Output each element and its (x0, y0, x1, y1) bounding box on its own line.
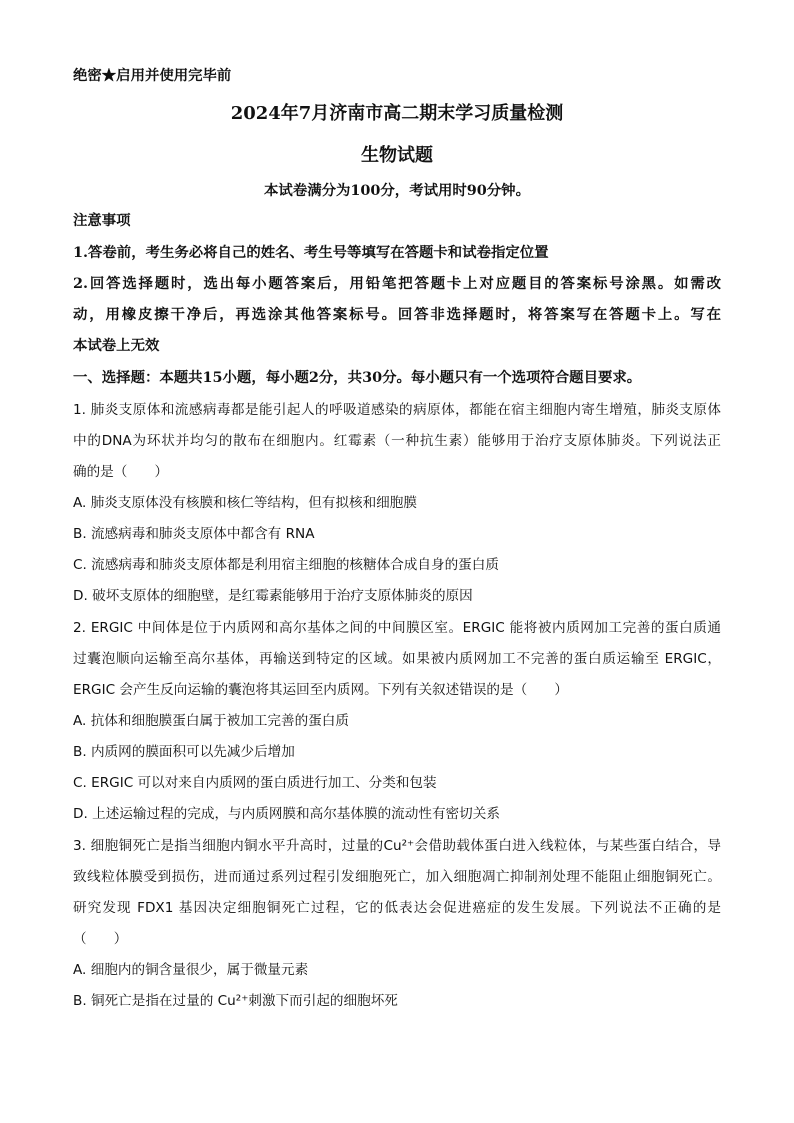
q1-option-c: C. 流感病毒和肺炎支原体都是利用宿主细胞的核糖体合成自身的蛋白质 (73, 557, 499, 573)
q3-stem-line-1: 3. 细胞铜死亡是指当细胞内铜水平升高时，过量的Cu²⁺会借助载体蛋白进入线粒体，与某些蛋白结合，导 (73, 838, 721, 854)
q1-option-d: D. 破坏支原体的细胞壁，是红霉素能够用于治疗支原体肺炎的原因 (73, 588, 473, 604)
q2-option-b: B. 内质网的膜面积可以先减少后增加 (73, 744, 295, 760)
q3-stem-line-4: （ ） (73, 931, 128, 947)
q3-option-a: A. 细胞内的铜含量很少，属于微量元素 (73, 962, 309, 978)
q2-stem-line-3: ERGIC 会产生反向运输的囊泡将其运回至内质网。下列有关叙述错误的是（ ） (73, 682, 568, 698)
notes-item-2-line-1: 2.回答选择题时，选出每小题答案后，用铅笔把答题卡上对应题目的答案标号涂黑。如需改 (73, 275, 721, 292)
q3-stem-line-3: 研究发现 FDX1 基因决定细胞铜死亡过程，它的低表达会促进癌症的发生发展。下列说法不正确的是 (73, 900, 721, 916)
q1-stem-line-1: 1. 肺炎支原体和流感病毒都是能引起人的呼吸道感染的病原体，都能在宿主细胞内寄生增殖，肺炎支原体 (73, 402, 721, 418)
q1-option-a: A. 肺炎支原体没有核膜和核仁等结构，但有拟核和细胞膜 (73, 495, 417, 511)
q2-option-d: D. 上述运输过程的完成，与内质网膜和高尔基体膜的流动性有密切关系 (73, 806, 500, 822)
section-heading: 一、选择题：本题共15小题，每小题2分，共30分。每小题只有一个选项符合题目要求。 (73, 369, 642, 386)
subject-title: 生物试题 (361, 145, 433, 166)
q3-option-b: B. 铜死亡是指在过量的 Cu²⁺刺激下而引起的细胞坏死 (73, 993, 398, 1009)
q2-option-c: C. ERGIC 可以对来自内质网的蛋白质进行加工、分类和包装 (73, 775, 437, 791)
exam-info: 本试卷满分为100分，考试用时90分钟。 (264, 182, 530, 199)
q1-stem-line-3: 确的是（ ） (73, 464, 169, 480)
notes-item-1: 1.答卷前，考生务必将自己的姓名、考生号等填写在答题卡和试卷指定位置 (73, 244, 549, 261)
q1-stem-line-2: 中的DNA为环状并均匀的散布在细胞内。红霉素（一种抗生素）能够用于治疗支原体肺炎。下列说法正 (73, 433, 721, 449)
exam-title: 2024年7月济南市高二期末学习质量检测 (230, 103, 564, 124)
notes-item-2-line-2: 动，用橡皮擦干净后，再选涂其他答案标号。回答非选择题时，将答案写在答题卡上。写在 (73, 306, 721, 323)
q1-option-b: B. 流感病毒和肺炎支原体中都含有 RNA (73, 526, 315, 542)
q2-option-a: A. 抗体和细胞膜蛋白属于被加工完善的蛋白质 (73, 713, 349, 729)
q3-stem-line-2: 致线粒体膜受到损伤，进而通过系列过程引发细胞死亡，加入细胞凋亡抑制剂处理不能阻止细胞铜死亡。 (73, 869, 721, 885)
secret-mark: 绝密★启用并使用完毕前 (73, 67, 232, 84)
q2-stem-line-2: 过囊泡顺向运输至高尔基体，再输送到特定的区域。如果被内质网加工不完善的蛋白质运输至 ERGIC， (73, 651, 721, 667)
notes-heading: 注意事项 (73, 212, 131, 229)
q2-stem-line-1: 2. ERGIC 中间体是位于内质网和高尔基体之间的中间膜区室。ERGIC 能将被内质网加工完善的蛋白质通 (73, 620, 721, 636)
notes-item-2-line-3: 本试卷上无效 (73, 337, 160, 354)
